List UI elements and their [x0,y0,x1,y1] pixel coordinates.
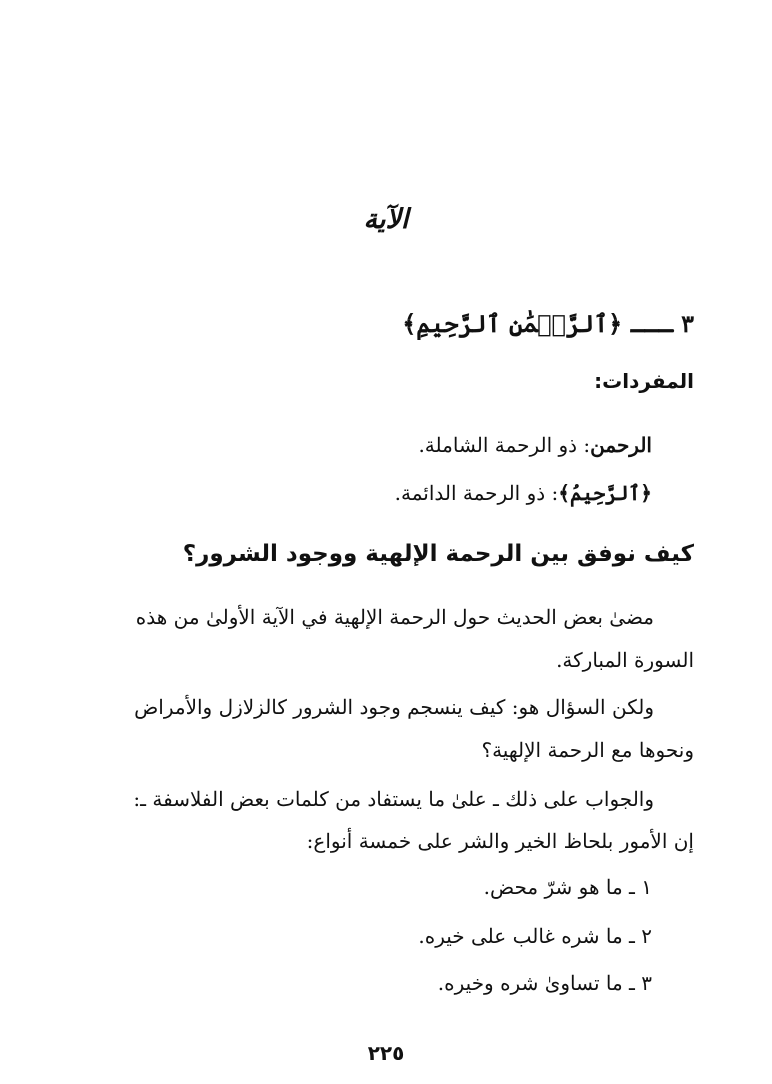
paragraph-line: مضىٰ بعض الحديث حول الرحمة الإلهية في الآية الأولىٰ من هذه [135,605,654,629]
verse-number: ٣ [681,309,694,338]
list-item: ٢ ـ ما شره غالب على خيره. [418,924,652,948]
paragraph-line: والجواب على ذلك ـ علىٰ ما يستفاد من كلمات بعض الفلاسفة ـ: [133,787,654,811]
paragraph-line: ولكن السؤال هو: كيف ينسجم وجود الشرور كالزلازل والأمراض [134,695,654,719]
definition-line [80,430,652,460]
list-item: ١ ـ ما هو شرّ محض. [483,875,652,899]
definition-meaning: : ذو الرحمة الدائمة. [394,481,559,505]
definition-term: ﴿ٱلرَّحِيمُ﴾ [558,481,652,505]
verse-line [80,306,694,342]
definition-term: الرحمن [590,433,652,457]
paragraph-line: إن الأمور بلحاظ الخير والشر على خمسة أنواع: [306,829,694,853]
vocabulary-heading: المفردات: [594,369,694,393]
question-heading: كيف نوفق بين الرحمة الإلهية ووجود الشرور؟ [182,541,694,567]
paragraph-line: ونحوها مع الرحمة الإلهية؟ [481,738,694,762]
verse-dash: ـــ [630,309,673,338]
page-number: ٢٢٥ [367,1041,405,1065]
paragraph-line: السورة المباركة. [556,648,694,672]
definition-meaning: : ذو الرحمة الشاملة. [418,433,591,457]
definition-line [80,478,652,508]
section-title: الآية [363,204,409,235]
list-item: ٣ ـ ما تساوىٰ شره وخيره. [437,971,652,995]
verse-text: ﴿ٱلرَّحۡمَٰنِ ٱلرَّحِيمِ﴾ [402,309,623,338]
